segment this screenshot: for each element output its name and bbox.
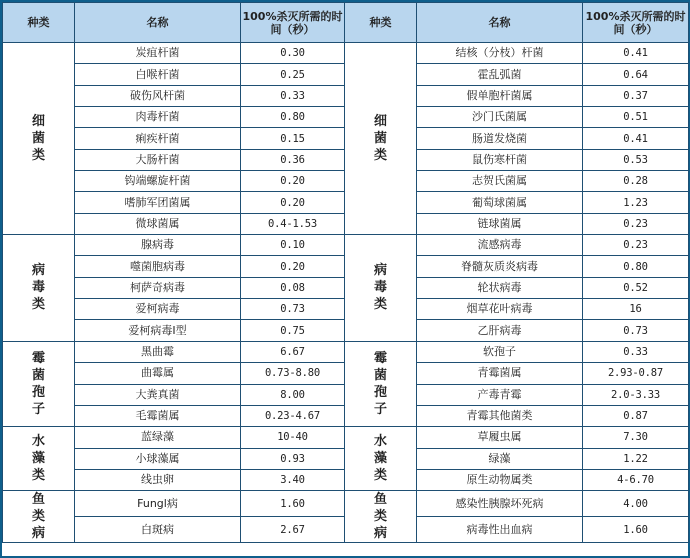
category-cell-right: [345, 491, 417, 543]
table-row: [3, 491, 689, 517]
category-cell-right: [345, 43, 417, 235]
category-cell-left: [3, 491, 75, 543]
kill-time-value: 0.41: [583, 128, 689, 149]
table-row: [3, 235, 689, 256]
table-row: [3, 341, 689, 362]
kill-time-value: 0.80: [583, 256, 689, 277]
organism-name: 原生动物属类: [417, 469, 583, 490]
header-name-right: 名称: [417, 3, 583, 43]
organism-name: 爱柯病毒: [75, 299, 241, 320]
sterilization-table: [2, 2, 689, 543]
kill-time-value: 0.20: [241, 171, 345, 192]
kill-time-value: 0.20: [241, 192, 345, 213]
table-body: [3, 43, 689, 543]
organism-name: 青霉其他菌类: [417, 405, 583, 426]
table-row: [3, 43, 689, 64]
organism-name: 白喉杆菌: [75, 64, 241, 85]
organism-name: 草履虫属: [417, 427, 583, 448]
organism-name: 曲霉属: [75, 363, 241, 384]
category-label: 霉菌孢子: [373, 351, 387, 417]
table-frame: [2, 2, 688, 556]
kill-time-value: 2.0-3.33: [583, 384, 689, 405]
kill-time-value: 0.33: [241, 85, 345, 106]
kill-time-value: 0.15: [241, 128, 345, 149]
organism-name: 爱柯病毒I型: [75, 320, 241, 341]
header-time-right: 100%杀灭所需的时间（秒）: [583, 3, 689, 43]
organism-name: 病毒性出血病: [417, 517, 583, 543]
organism-name: 脊髓灰质炎病毒: [417, 256, 583, 277]
kill-time-value: 16: [583, 299, 689, 320]
kill-time-value: 0.4-1.53: [241, 213, 345, 234]
kill-time-value: 0.64: [583, 64, 689, 85]
kill-time-value: 7.30: [583, 427, 689, 448]
organism-name: 鼠伤寒杆菌: [417, 149, 583, 170]
category-label: 水藻类: [373, 434, 387, 484]
organism-name: 线虫卵: [75, 469, 241, 490]
kill-time-value: 0.20: [241, 256, 345, 277]
organism-name: 噬菌胞病毒: [75, 256, 241, 277]
kill-time-value: 4-6.70: [583, 469, 689, 490]
kill-time-value: 0.28: [583, 171, 689, 192]
organism-name: 结核（分枝）杆菌: [417, 43, 583, 64]
kill-time-value: 10-40: [241, 427, 345, 448]
kill-time-value: 0.23-4.67: [241, 405, 345, 426]
organism-name: 肉毒杆菌: [75, 107, 241, 128]
kill-time-value: 1.60: [241, 491, 345, 517]
header-time-left: 100%杀灭所需的时间（秒）: [241, 3, 345, 43]
header-row: [3, 3, 689, 43]
category-label: 病毒类: [373, 263, 387, 313]
organism-name: 蓝绿藻: [75, 427, 241, 448]
category-label: 病毒类: [31, 263, 45, 313]
organism-name: 产毒青霉: [417, 384, 583, 405]
organism-name: 烟草花叶病毒: [417, 299, 583, 320]
kill-time-value: 0.87: [583, 405, 689, 426]
category-cell-right: [345, 427, 417, 491]
category-label: 细菌类: [31, 114, 45, 164]
kill-time-value: 0.30: [241, 43, 345, 64]
category-cell-right: [345, 341, 417, 426]
category-cell-left: [3, 427, 75, 491]
organism-name: 破伤风杆菌: [75, 85, 241, 106]
kill-time-value: 2.67: [241, 517, 345, 543]
kill-time-value: 0.41: [583, 43, 689, 64]
kill-time-value: 8.00: [241, 384, 345, 405]
category-cell-right: [345, 235, 417, 342]
organism-name: 肠道发烧菌: [417, 128, 583, 149]
organism-name: 假单胞杆菌属: [417, 85, 583, 106]
organism-name: 嗜肺军团菌属: [75, 192, 241, 213]
organism-name: 感染性胰腺坏死病: [417, 491, 583, 517]
category-label: 鱼类病: [373, 492, 387, 542]
header-category-right: 种类: [345, 3, 417, 43]
header-category-left: 种类: [3, 3, 75, 43]
organism-name: 乙肝病毒: [417, 320, 583, 341]
organism-name: 黑曲霉: [75, 341, 241, 362]
kill-time-value: 0.33: [583, 341, 689, 362]
organism-name: 沙门氏菌属: [417, 107, 583, 128]
organism-name: 轮状病毒: [417, 277, 583, 298]
kill-time-value: 4.00: [583, 491, 689, 517]
kill-time-value: 0.75: [241, 320, 345, 341]
category-label: 鱼类病: [31, 492, 45, 542]
kill-time-value: 0.10: [241, 235, 345, 256]
kill-time-value: 3.40: [241, 469, 345, 490]
kill-time-value: 1.22: [583, 448, 689, 469]
kill-time-value: 0.25: [241, 64, 345, 85]
organism-name: 白斑病: [75, 517, 241, 543]
kill-time-value: 1.60: [583, 517, 689, 543]
kill-time-value: 2.93-0.87: [583, 363, 689, 384]
organism-name: 柯萨奇病毒: [75, 277, 241, 298]
kill-time-value: 0.53: [583, 149, 689, 170]
organism-name: 钩端螺旋杆菌: [75, 171, 241, 192]
kill-time-value: 0.08: [241, 277, 345, 298]
kill-time-value: 0.52: [583, 277, 689, 298]
organism-name: 志贺氏菌属: [417, 171, 583, 192]
organism-name: 大粪真菌: [75, 384, 241, 405]
category-cell-left: [3, 235, 75, 342]
kill-time-value: 0.23: [583, 235, 689, 256]
category-cell-left: [3, 43, 75, 235]
kill-time-value: 0.23: [583, 213, 689, 234]
kill-time-value: 0.73-8.80: [241, 363, 345, 384]
category-label: 霉菌孢子: [31, 351, 45, 417]
organism-name: 绿藻: [417, 448, 583, 469]
kill-time-value: 0.51: [583, 107, 689, 128]
kill-time-value: 0.73: [583, 320, 689, 341]
organism-name: 链球菌属: [417, 213, 583, 234]
table-row: [3, 427, 689, 448]
organism-name: 腺病毒: [75, 235, 241, 256]
kill-time-value: 0.93: [241, 448, 345, 469]
header-name-left: 名称: [75, 3, 241, 43]
kill-time-value: 0.36: [241, 149, 345, 170]
category-cell-left: [3, 341, 75, 426]
organism-name: 软孢子: [417, 341, 583, 362]
organism-name: 葡萄球菌属: [417, 192, 583, 213]
organism-name: 霍乱弧菌: [417, 64, 583, 85]
organism-name: 流感病毒: [417, 235, 583, 256]
kill-time-value: 1.23: [583, 192, 689, 213]
kill-time-value: 6.67: [241, 341, 345, 362]
organism-name: 痢疾杆菌: [75, 128, 241, 149]
kill-time-value: 0.73: [241, 299, 345, 320]
kill-time-value: 0.37: [583, 85, 689, 106]
category-label: 水藻类: [31, 434, 45, 484]
organism-name: 毛霉菌属: [75, 405, 241, 426]
organism-name: 小球藻属: [75, 448, 241, 469]
organism-name: 炭疽杆菌: [75, 43, 241, 64]
kill-time-value: 0.80: [241, 107, 345, 128]
organism-name: 大肠杆菌: [75, 149, 241, 170]
organism-name: 青霉菌属: [417, 363, 583, 384]
organism-name: Fungl病: [75, 491, 241, 517]
organism-name: 微球菌属: [75, 213, 241, 234]
category-label: 细菌类: [373, 114, 387, 164]
